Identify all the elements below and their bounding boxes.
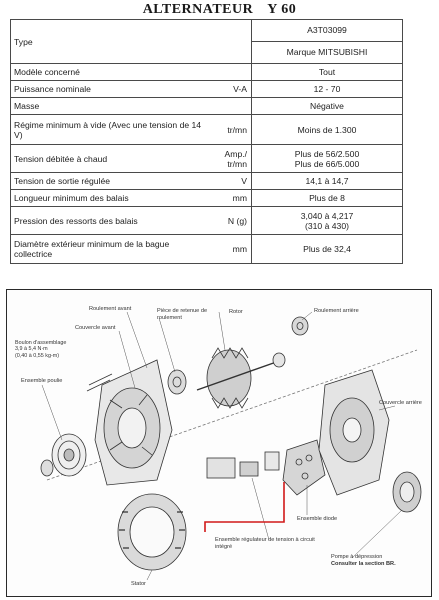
rear-cover-part [319, 370, 389, 495]
label-rear-bearing: Roulement arrière [314, 308, 359, 314]
label-regulator: Ensemble régulateur de tension à circuit intégré [215, 537, 315, 550]
spec-value-line: Plus de 56/2.500 [294, 148, 360, 159]
torque-title: Boulon d'assemblage [15, 340, 67, 346]
pulley-part [41, 434, 86, 476]
spec-label: Modèle concerné [11, 64, 207, 81]
bearing-retainer-part [168, 370, 186, 394]
spec-value: 12 - 70 [252, 81, 403, 98]
spec-label: Puissance nominale [11, 81, 207, 98]
spec-unit: N (g) [206, 207, 252, 235]
spec-value: 14,1 à 14,7 [252, 173, 403, 190]
spec-unit: Amp./ tr/mn [206, 145, 252, 173]
table-row [11, 207, 403, 235]
spec-unit: V-A [206, 81, 252, 98]
vacuum-pump-part [393, 472, 421, 512]
table-row [11, 173, 403, 190]
spec-value: Plus de 32,4 [252, 235, 403, 264]
exploded-view-diagram [6, 289, 432, 597]
regulator-part [207, 452, 279, 478]
spec-unit [206, 20, 252, 64]
rotor-part [197, 348, 285, 408]
spec-label: Régime minimum à vide (Avec une tension de 14 V) [11, 115, 207, 145]
stator-part [118, 494, 186, 570]
spec-value: Tout [252, 64, 403, 81]
label-front-bearing: Roulement avant [89, 306, 132, 312]
label-see-section: Consulter la section BR. [331, 561, 396, 567]
spec-label: Longueur minimum des balais [11, 190, 207, 207]
diode-assembly-part [283, 440, 325, 495]
spec-value [252, 20, 403, 64]
spec-label: Masse [11, 98, 207, 115]
front-cover-part [95, 360, 172, 485]
label-vacuum-pump: Pompe à dépression [331, 554, 383, 560]
table-row [11, 115, 403, 145]
spec-value: Négative [252, 98, 403, 115]
label-rear-cover: Couvercle arrière [379, 400, 422, 406]
spec-unit: V [206, 173, 252, 190]
label-bearing-retainer: Pièce de retenue de roulement [157, 308, 208, 321]
spec-unit: mm [206, 190, 252, 207]
exploded-view-drawing [7, 290, 432, 597]
spec-value [252, 207, 403, 235]
table-row [11, 81, 403, 98]
model-text: Y 60 [267, 2, 297, 17]
spec-unit: mm [206, 235, 252, 264]
spec-unit [206, 64, 252, 81]
spec-value-line: Plus de 66/5.000 [294, 158, 360, 169]
spec-label: Tension débitée à chaud [11, 145, 207, 173]
page-title [0, 2, 439, 18]
label-diode: Ensemble diode [297, 516, 338, 522]
spec-unit: tr/mn [206, 115, 252, 145]
label-stator: Stator [131, 581, 146, 587]
spec-unit [206, 98, 252, 115]
label-pulley: Ensemble poulie [21, 378, 63, 384]
torque-value-alt: (0,40 à 0,55 kg-m) [15, 352, 60, 359]
spec-label: Type [11, 20, 207, 64]
spec-label: Pression des ressorts des balais [11, 207, 207, 235]
table-row [11, 145, 403, 173]
rear-bearing-part [292, 317, 308, 335]
table-row [11, 98, 403, 115]
spec-value: Moins de 1.300 [252, 115, 403, 145]
table-row [11, 64, 403, 81]
spec-value: Plus de 8 [252, 190, 403, 207]
spec-value [252, 145, 403, 173]
title-text: ALTERNATEUR [142, 2, 254, 17]
table-row [11, 190, 403, 207]
spec-table [10, 19, 403, 264]
spec-value-line: 3,040 à 4,217 [300, 210, 354, 221]
spec-value-line: Marque MITSUBISHI [286, 47, 368, 57]
spec-value-line: A3T03099 [252, 20, 402, 42]
label-front-cover: Couvercle avant [75, 325, 116, 331]
spec-label: Tension de sortie régulée [11, 173, 207, 190]
label-rotor: Rotor [229, 309, 243, 315]
table-row [11, 20, 403, 64]
table-row [11, 235, 403, 264]
torque-spec [15, 340, 66, 359]
regulator-highlight-bracket [205, 482, 284, 532]
spec-value-line: (310 à 430) [305, 220, 349, 231]
torque-value: 3,9 à 5,4 N·m [15, 346, 48, 353]
spec-label: Diamètre extérieur minimum de la bague collectrice [11, 235, 207, 264]
